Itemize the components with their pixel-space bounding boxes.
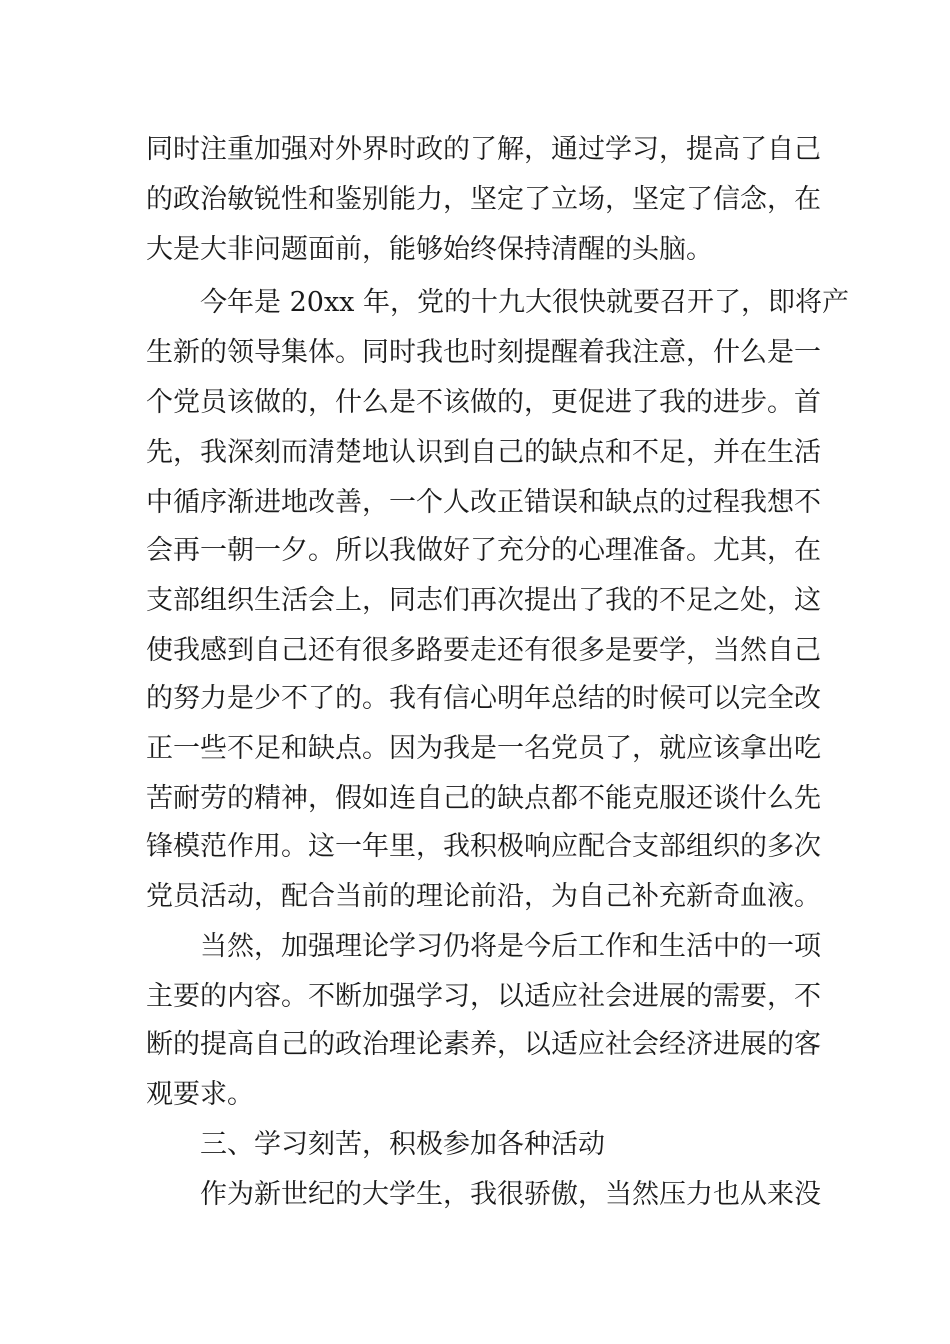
text-line: 今年是 20xx 年，党的十九大很快就要召开了，即将产	[200, 287, 849, 318]
text-line: 同时注重加强对外界时政的了解，通过学习，提高了自己	[146, 134, 821, 165]
section-heading: 三、学习刻苦，积极参加各种活动	[200, 1129, 605, 1160]
text-line: 生新的领导集体。同时我也时刻提醒着我注意，什么是一	[146, 337, 821, 368]
text-line: 大是大非问题面前，能够始终保持清醒的头脑。	[146, 234, 713, 265]
text-line: 先，我深刻而清楚地认识到自己的缺点和不足，并在生活	[146, 437, 821, 468]
text-line: 主要的内容。不断加强学习，以适应社会进展的需要，不	[146, 981, 821, 1012]
text-line: 会再一朝一夕。所以我做好了充分的心理准备。尤其，在	[146, 535, 821, 566]
text-line: 的政治敏锐性和鉴别能力，坚定了立场，坚定了信念，在	[146, 184, 821, 215]
text-line: 党员活动，配合当前的理论前沿，为自己补充新奇血液。	[146, 881, 821, 912]
text-line: 锋模范作用。这一年里，我积极响应配合支部组织的多次	[146, 831, 821, 862]
text-line: 使我感到自己还有很多路要走还有很多是要学，当然自己	[146, 635, 821, 666]
text-line: 作为新世纪的大学生，我很骄傲，当然压力也从来没	[200, 1179, 821, 1210]
text-line: 的努力是少不了的。我有信心明年总结的时候可以完全改	[146, 683, 821, 714]
text-line: 中循序渐进地改善，一个人改正错误和缺点的过程我想不	[146, 487, 821, 518]
text-line: 当然，加强理论学习仍将是今后工作和生活中的一项	[200, 931, 821, 962]
text-line: 支部组织生活会上，同志们再次提出了我的不足之处，这	[146, 585, 821, 616]
text-line: 正一些不足和缺点。因为我是一名党员了，就应该拿出吃	[146, 733, 821, 764]
text-line: 断的提高自己的政治理论素养，以适应社会经济进展的客	[146, 1029, 821, 1060]
text-line: 个党员该做的，什么是不该做的，更促进了我的进步。首	[146, 387, 821, 418]
text-line: 观要求。	[146, 1079, 254, 1110]
text-line: 苦耐劳的精神，假如连自己的缺点都不能克服还谈什么先	[146, 783, 821, 814]
